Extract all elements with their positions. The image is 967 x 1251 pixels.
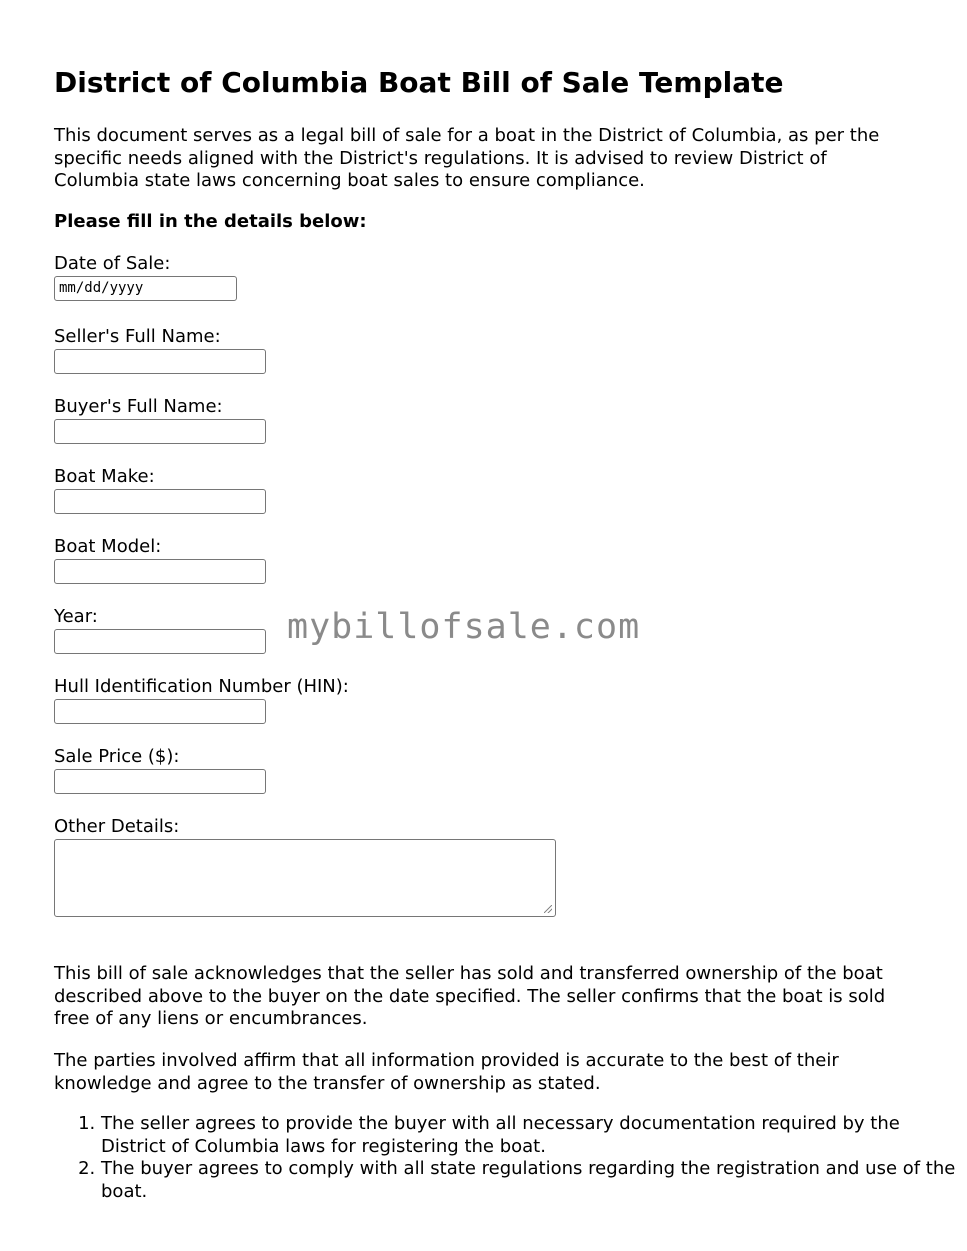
fill-in-heading: Please fill in the details below: — [54, 211, 367, 232]
hin-field — [54, 676, 349, 724]
boat-make-input[interactable] — [54, 489, 266, 514]
boat-model-field — [54, 536, 266, 584]
boat-make-field — [54, 466, 266, 514]
boat-make-label: Boat Make: — [54, 466, 155, 487]
watermark-text: mybillofsale.com — [287, 607, 641, 647]
buyer-name-label: Buyer's Full Name: — [54, 396, 223, 417]
seller-name-label: Seller's Full Name: — [54, 326, 221, 347]
year-input[interactable] — [54, 629, 266, 654]
year-label: Year: — [54, 606, 98, 627]
other-details-field — [54, 816, 556, 917]
date-of-sale-field — [54, 253, 237, 301]
buyer-name-field — [54, 396, 266, 444]
boat-model-input[interactable] — [54, 559, 266, 584]
other-details-label: Other Details: — [54, 816, 180, 837]
other-details-textarea[interactable] — [54, 839, 556, 917]
seller-name-field — [54, 326, 266, 374]
date-placeholder: mm/dd/yyyy — [59, 280, 144, 296]
sale-price-label: Sale Price ($): — [54, 746, 180, 767]
year-field — [54, 606, 266, 654]
date-of-sale-input[interactable] — [54, 276, 237, 301]
boat-model-label: Boat Model: — [54, 536, 162, 557]
acknowledgement-paragraph: This bill of sale acknowledges that the seller has sold and transferred ownership of the boat described above to the buyer on the date specified. The seller confirms that the boat is sold free of any liens or encumbrances. — [54, 963, 886, 1030]
date-of-sale-label: Date of Sale: — [54, 253, 171, 274]
hin-input[interactable] — [54, 699, 266, 724]
intro-paragraph: This document serves as a legal bill of sale for a boat in the District of Columbia, as per the specific needs aligned with the District's regulations. It is advised to review District of Columbia state laws concerning boat sales to ensure compliance. — [54, 125, 880, 192]
sale-price-field — [54, 746, 266, 794]
page-title: District of Columbia Boat Bill of Sale Template — [54, 66, 784, 99]
seller-name-input[interactable] — [54, 349, 266, 374]
hin-label: Hull Identification Number (HIN): — [54, 676, 349, 697]
terms-list-item: 2. The buyer agrees to comply with all state regulations regarding the registration and use of the boat. — [101, 1158, 961, 1203]
sale-price-input[interactable] — [54, 769, 266, 794]
buyer-name-input[interactable] — [54, 419, 266, 444]
resize-grip-icon[interactable] — [544, 905, 552, 913]
affirmation-paragraph: The parties involved affirm that all information provided is accurate to the best of their knowledge and agree to the transfer of ownership as stated. — [54, 1050, 839, 1094]
terms-list-item: 1. The seller agrees to provide the buyer with all necessary documentation required by the District of Columbia laws for registering the boat. — [101, 1113, 961, 1158]
terms-list — [54, 1113, 961, 1203]
